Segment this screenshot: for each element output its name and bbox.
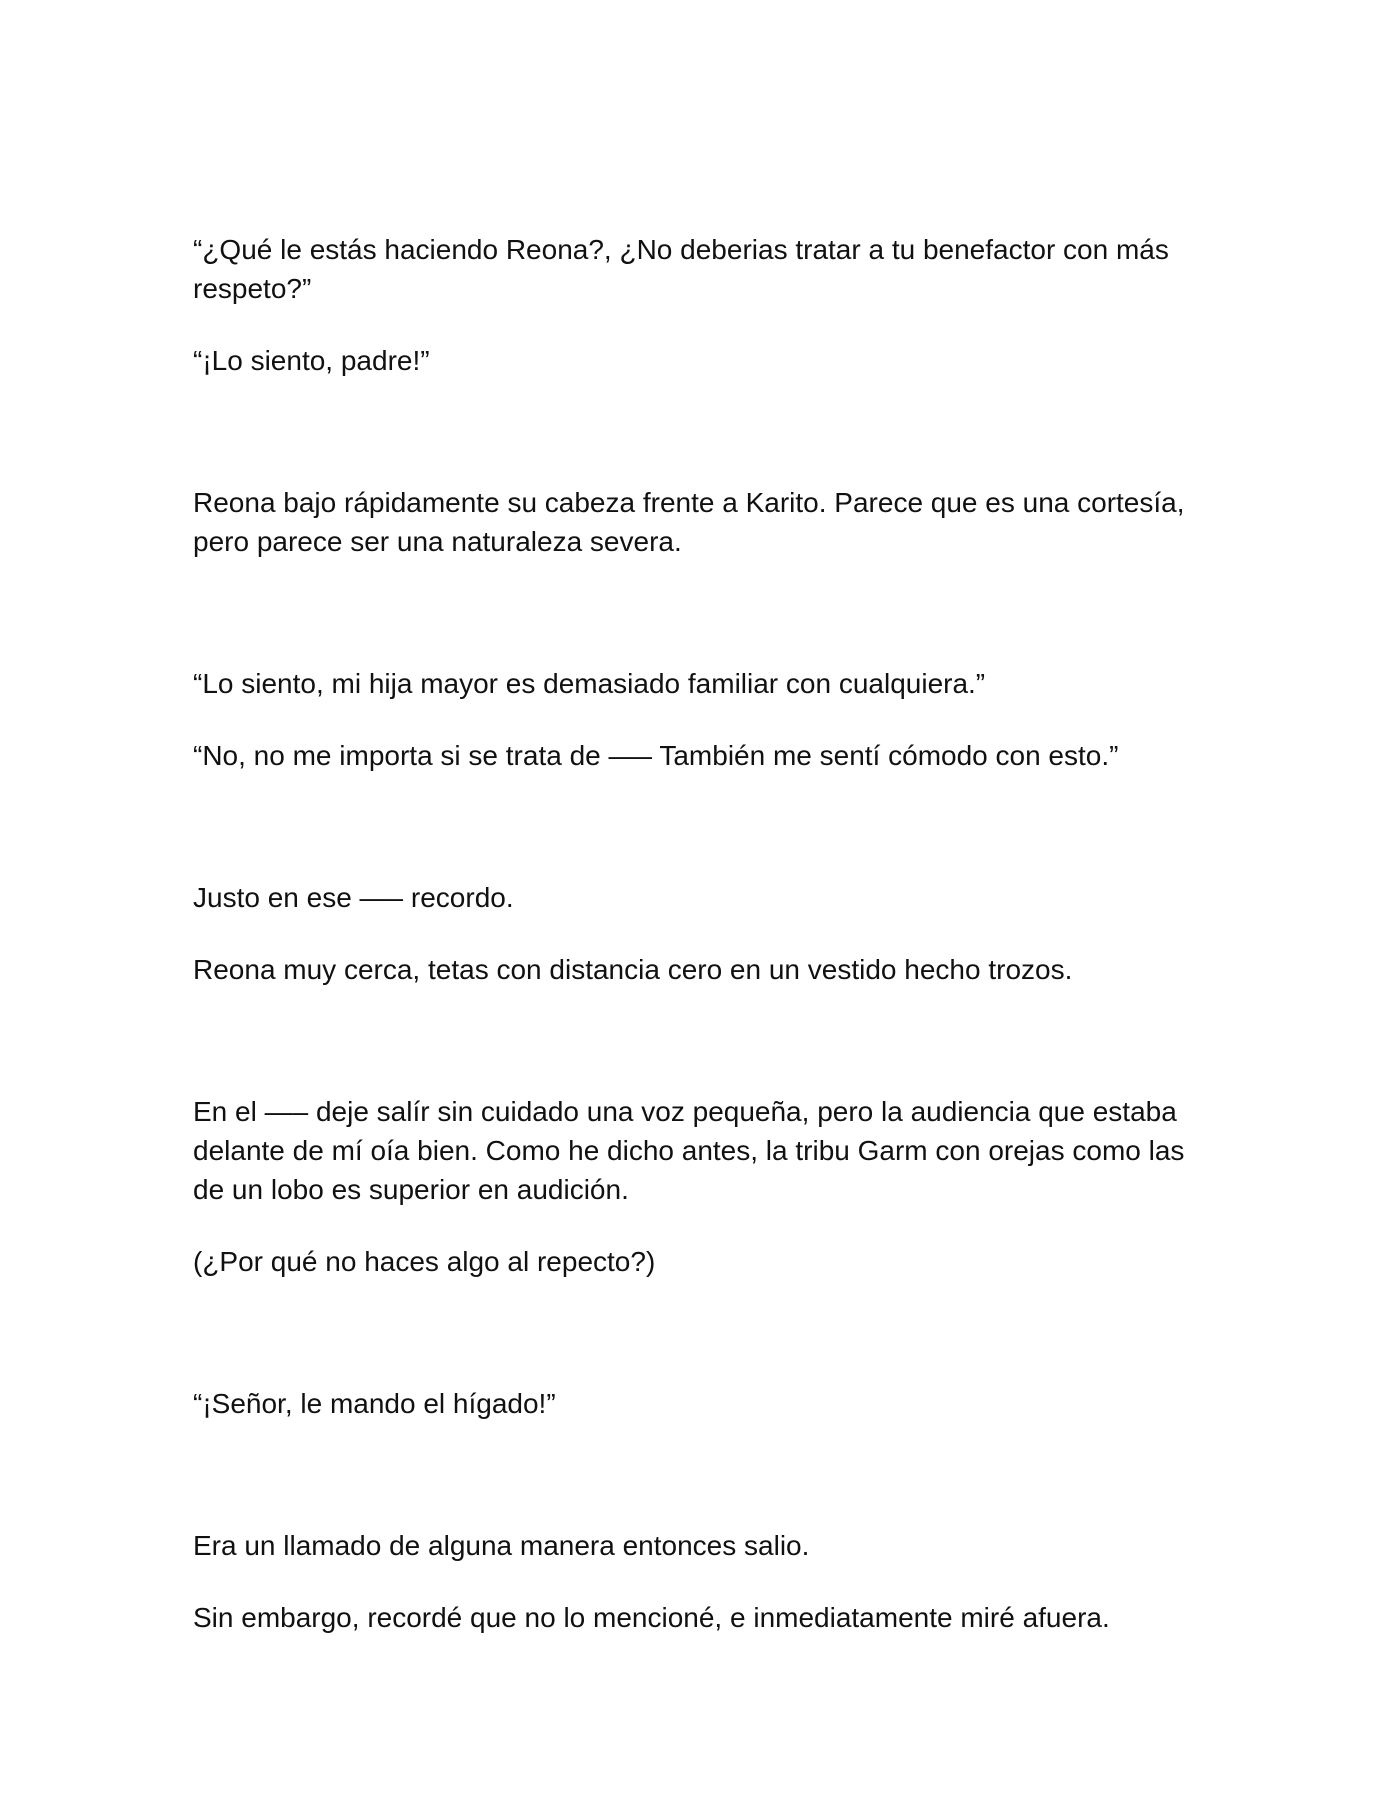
section-spacer (193, 561, 1223, 664)
paragraph-spacer (193, 308, 1223, 341)
section-spacer (193, 1281, 1223, 1384)
paragraph-2: “¡Lo siento, padre!” (193, 345, 430, 376)
document-body (193, 230, 1223, 1637)
paragraph-spacer (193, 1209, 1223, 1242)
paragraph-4: “Lo siento, mi hija mayor es demasiado familiar con cualquiera.” (193, 668, 986, 699)
paragraph-spacer (193, 1565, 1223, 1598)
section-spacer (193, 775, 1223, 878)
paragraph-5: “No, no me importa si se trata de —– También me sentí cómodo con esto.” (193, 740, 1119, 771)
paragraph-10: “¡Señor, le mando el hígado!” (193, 1388, 556, 1419)
section-spacer (193, 1423, 1223, 1526)
paragraph-3: Reona bajo rápidamente su cabeza frente a Karito. Parece que es una cortesía, pero parece ser una naturaleza severa. (193, 487, 1185, 557)
section-spacer (193, 989, 1223, 1092)
paragraph-11: Era un llamado de alguna manera entonces salio. (193, 1530, 810, 1561)
paragraph-9: (¿Por qué no haces algo al repecto?) (193, 1246, 656, 1277)
paragraph-1: “¿Qué le estás haciendo Reona?, ¿No deberias tratar a tu benefactor con más respeto?” (193, 234, 1169, 304)
paragraph-12: Sin embargo, recordé que no lo mencioné, e inmediatamente miré afuera. (193, 1602, 1110, 1633)
paragraph-spacer (193, 703, 1223, 736)
paragraph-spacer (193, 917, 1223, 950)
paragraph-6: Justo en ese —– recordo. (193, 882, 514, 913)
paragraph-7: Reona muy cerca, tetas con distancia cero en un vestido hecho trozos. (193, 954, 1073, 985)
section-spacer (193, 380, 1223, 483)
paragraph-8: En el —– deje salír sin cuidado una voz pequeña, pero la audiencia que estaba delante de mí oía bien. Como he dicho antes, la tribu Garm con orejas como las de un lobo es superior en audición. (193, 1096, 1185, 1205)
